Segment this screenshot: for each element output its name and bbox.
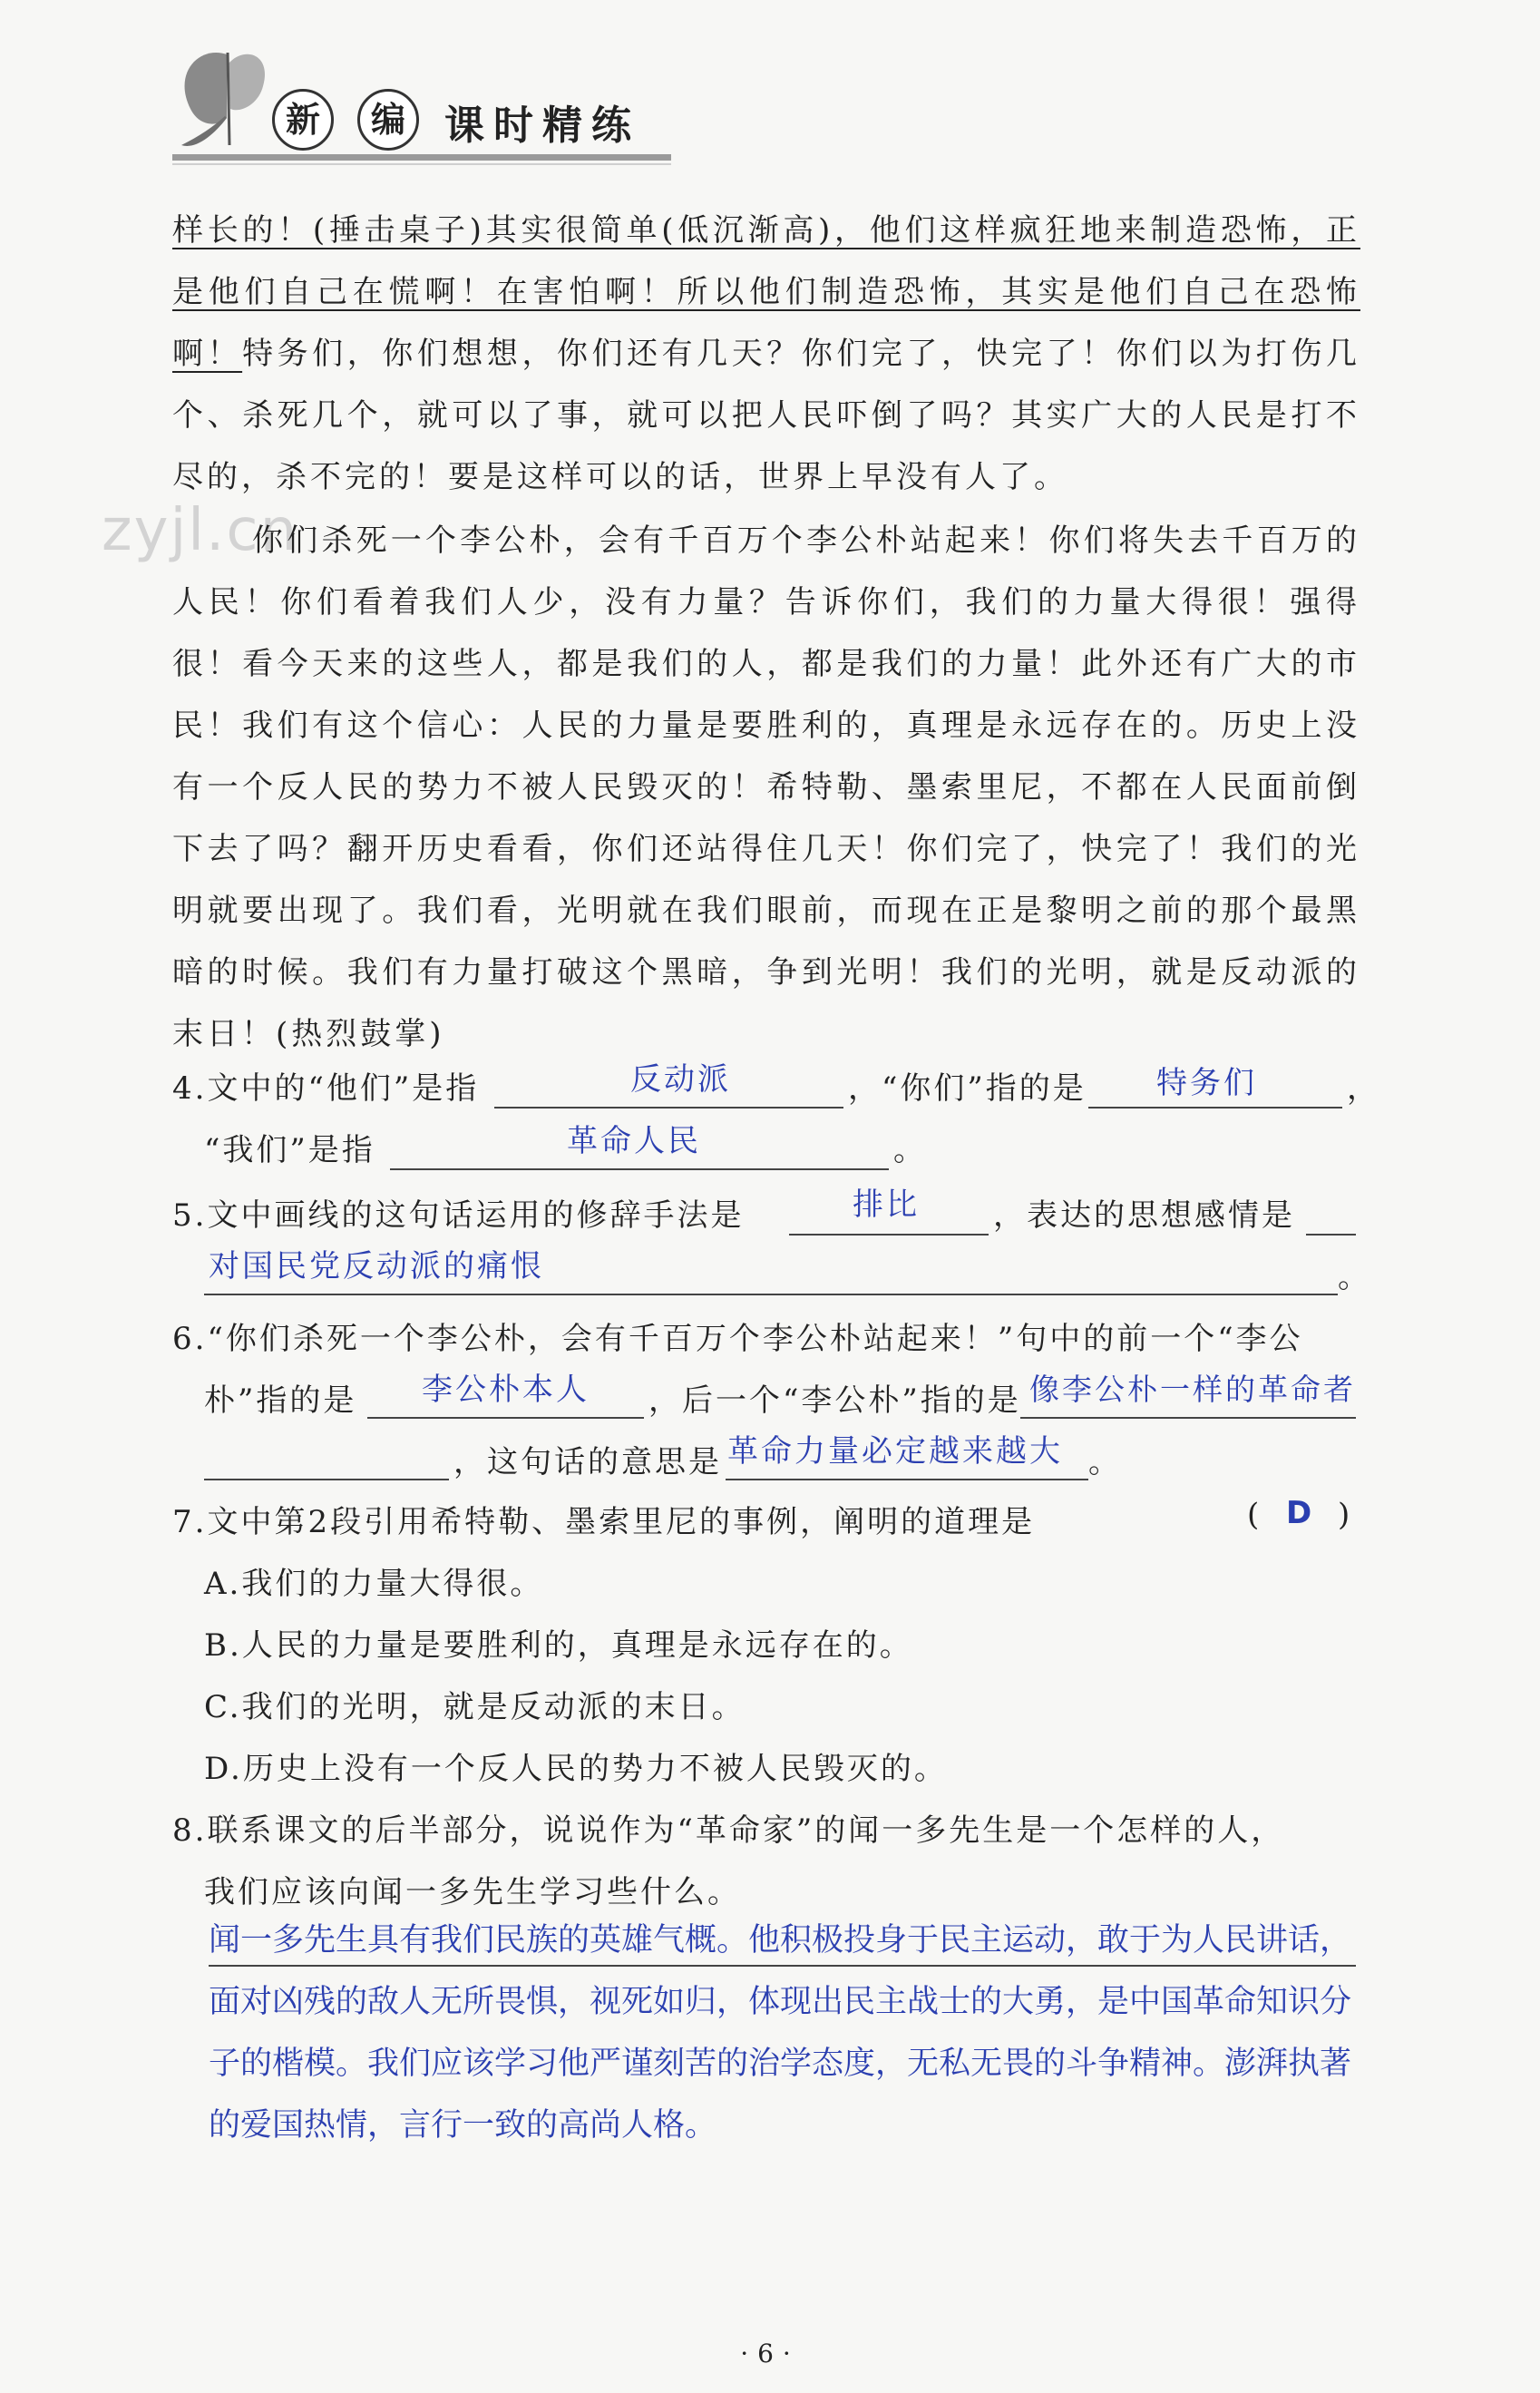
q5-blank-1b[interactable] [1306,1232,1356,1236]
passage-paragraph-1 [172,200,1360,508]
q6-answer-2: 像李公朴一样的革命者 [1029,1372,1356,1407]
passage-paragraph-2: 你们杀死一个李公朴，会有千百万个李公朴站起来！你们将失去千百万的人民！你们看着我们人少，没有力量？告诉你们，我们的力量大得很！强得很！看今天来的这些人，都是我们的人，都是我们的力量！此外还有广大的市民！我们有这个信心：人民的力量是要胜利的，真理是永远存在的。历史上没有一个反人民的势力不被人民毁灭的！希特勒、墨索里尼，不都在人民面前倒下去了吗？翻开历史看看，你们还站得住几天！你们完了，快完了！我们的光明就要出现了。我们看，光明就在我们眼前，而现在正是黎明之前的那个最黑暗的时候。我们有力量打破这个黑暗，争到光明！我们的光明，就是反动派的末日！(热烈鼓掌) [172,523,1360,1052]
header-rule-thin [172,163,671,165]
q7-option-b[interactable]: B.人民的力量是要胜利的，真理是永远存在的。 [204,1627,913,1664]
q6-blank-3[interactable] [726,1477,1088,1480]
page-number: ·6· [740,2339,800,2369]
q4-text-5: 。 [893,1132,927,1168]
q4-text-2: ，“你们”指的是 [848,1070,1087,1107]
header-title: 课时精练 [444,103,640,149]
q6-text-2: 朴”指的是 [204,1382,357,1419]
q7-option-a[interactable]: A.我们的力量大得很。 [204,1566,544,1602]
q6-text-4: ，这句话的意思是 [453,1444,722,1480]
q4-blank-3[interactable] [390,1167,889,1170]
q5-text-1: 5.文中画线的这句话运用的修辞手法是 [172,1197,745,1234]
q5-answer-1: 排比 [853,1187,920,1223]
q6-answer-3: 革命力量必定越来越大 [727,1433,1063,1470]
underlined-sentence: 样长的！(捶击桌子)其实很简单(低沉渐高)，他们这样疯狂地来制造恐怖，正是他们自己在慌啊！在害怕啊！所以他们制造恐怖，其实是他们自己在恐怖啊！ [172,212,1360,372]
q6-blank-2[interactable] [1020,1415,1356,1419]
q6-blank-1[interactable] [367,1415,644,1419]
q4-text-3: ， [1347,1070,1380,1107]
q6-text-1: 6.“你们杀死一个李公朴，会有千百万个李公朴站起来！”句中的前一个“李公 [172,1321,1303,1357]
q6-blank-2b[interactable] [204,1477,449,1480]
q5-text-3: 。 [1338,1259,1371,1295]
q6-answer-1: 李公朴本人 [422,1372,590,1408]
q4-blank-2[interactable] [1088,1105,1342,1109]
q7-option-d[interactable]: D.历史上没有一个反人民的势力不被人民毁灭的。 [204,1751,948,1787]
page-header [163,36,671,163]
q4-text-4: “我们”是指 [204,1132,375,1168]
q4-answer-1: 反动派 [630,1061,731,1098]
q5-text-2: ，表达的思想感情是 [993,1197,1295,1234]
q6-text-3: ，后一个“李公朴”指的是 [648,1382,1021,1419]
q4-answer-3: 革命人民 [567,1123,701,1159]
q8-stem-2: 我们应该向闻一多先生学习些什么。 [204,1874,741,1910]
paragraph-1-rest: 特务们，你们想想，你们还有几天？你们完了，快完了！你们以为打伤几个、杀死几个，就可以了事，就可以把人民吓倒了吗？其实广大的人民是打不尽的，杀不完的！要是这样可以的话，世界上早没有人了。 [172,336,1361,495]
q4-text-1: 4.文中的“他们”是指 [172,1070,480,1107]
q5-blank-2[interactable] [204,1292,1338,1295]
q7-answer: D [1286,1495,1315,1531]
q8-answer: 闻一多先生具有我们民族的英雄气概。他积极投身于民主运动，敢于为人民讲话，面对凶残的敌人无所畏惧，视死如归，体现出民主战士的大勇，是中国革命知识分子的楷模。我们应该学习他严谨刻苦的治学态度，无私无畏的斗争精神。澎湃执著的爱国热情，言行一致的高尚人格。 [209,1922,1352,2144]
q6-text-5: 。 [1088,1444,1122,1480]
q7-option-c[interactable]: C.我们的光明，就是反动派的末日。 [204,1689,746,1725]
q7-paren-open: ( [1247,1497,1262,1533]
watermark: zyjl.cn [102,497,299,564]
q7-paren-close: ) [1338,1497,1353,1533]
q5-blank-1[interactable] [789,1232,989,1236]
header-circle-bian: 编 [357,89,419,151]
header-circle-xin: 新 [272,89,334,151]
q4-answer-2: 特务们 [1156,1065,1257,1101]
butterfly-logo-icon [163,36,290,163]
q4-blank-1[interactable] [494,1105,843,1109]
q7-stem: 7.文中第2段引用希特勒、墨索里尼的事例，阐明的道理是 [172,1504,1036,1540]
q8-stem-1: 8.联系课文的后半部分，说说作为“革命家”的闻一多先生是一个怎样的人， [172,1812,1285,1849]
header-rule [172,154,671,161]
q5-answer-2: 对国民党反动派的痛恨 [209,1248,544,1284]
